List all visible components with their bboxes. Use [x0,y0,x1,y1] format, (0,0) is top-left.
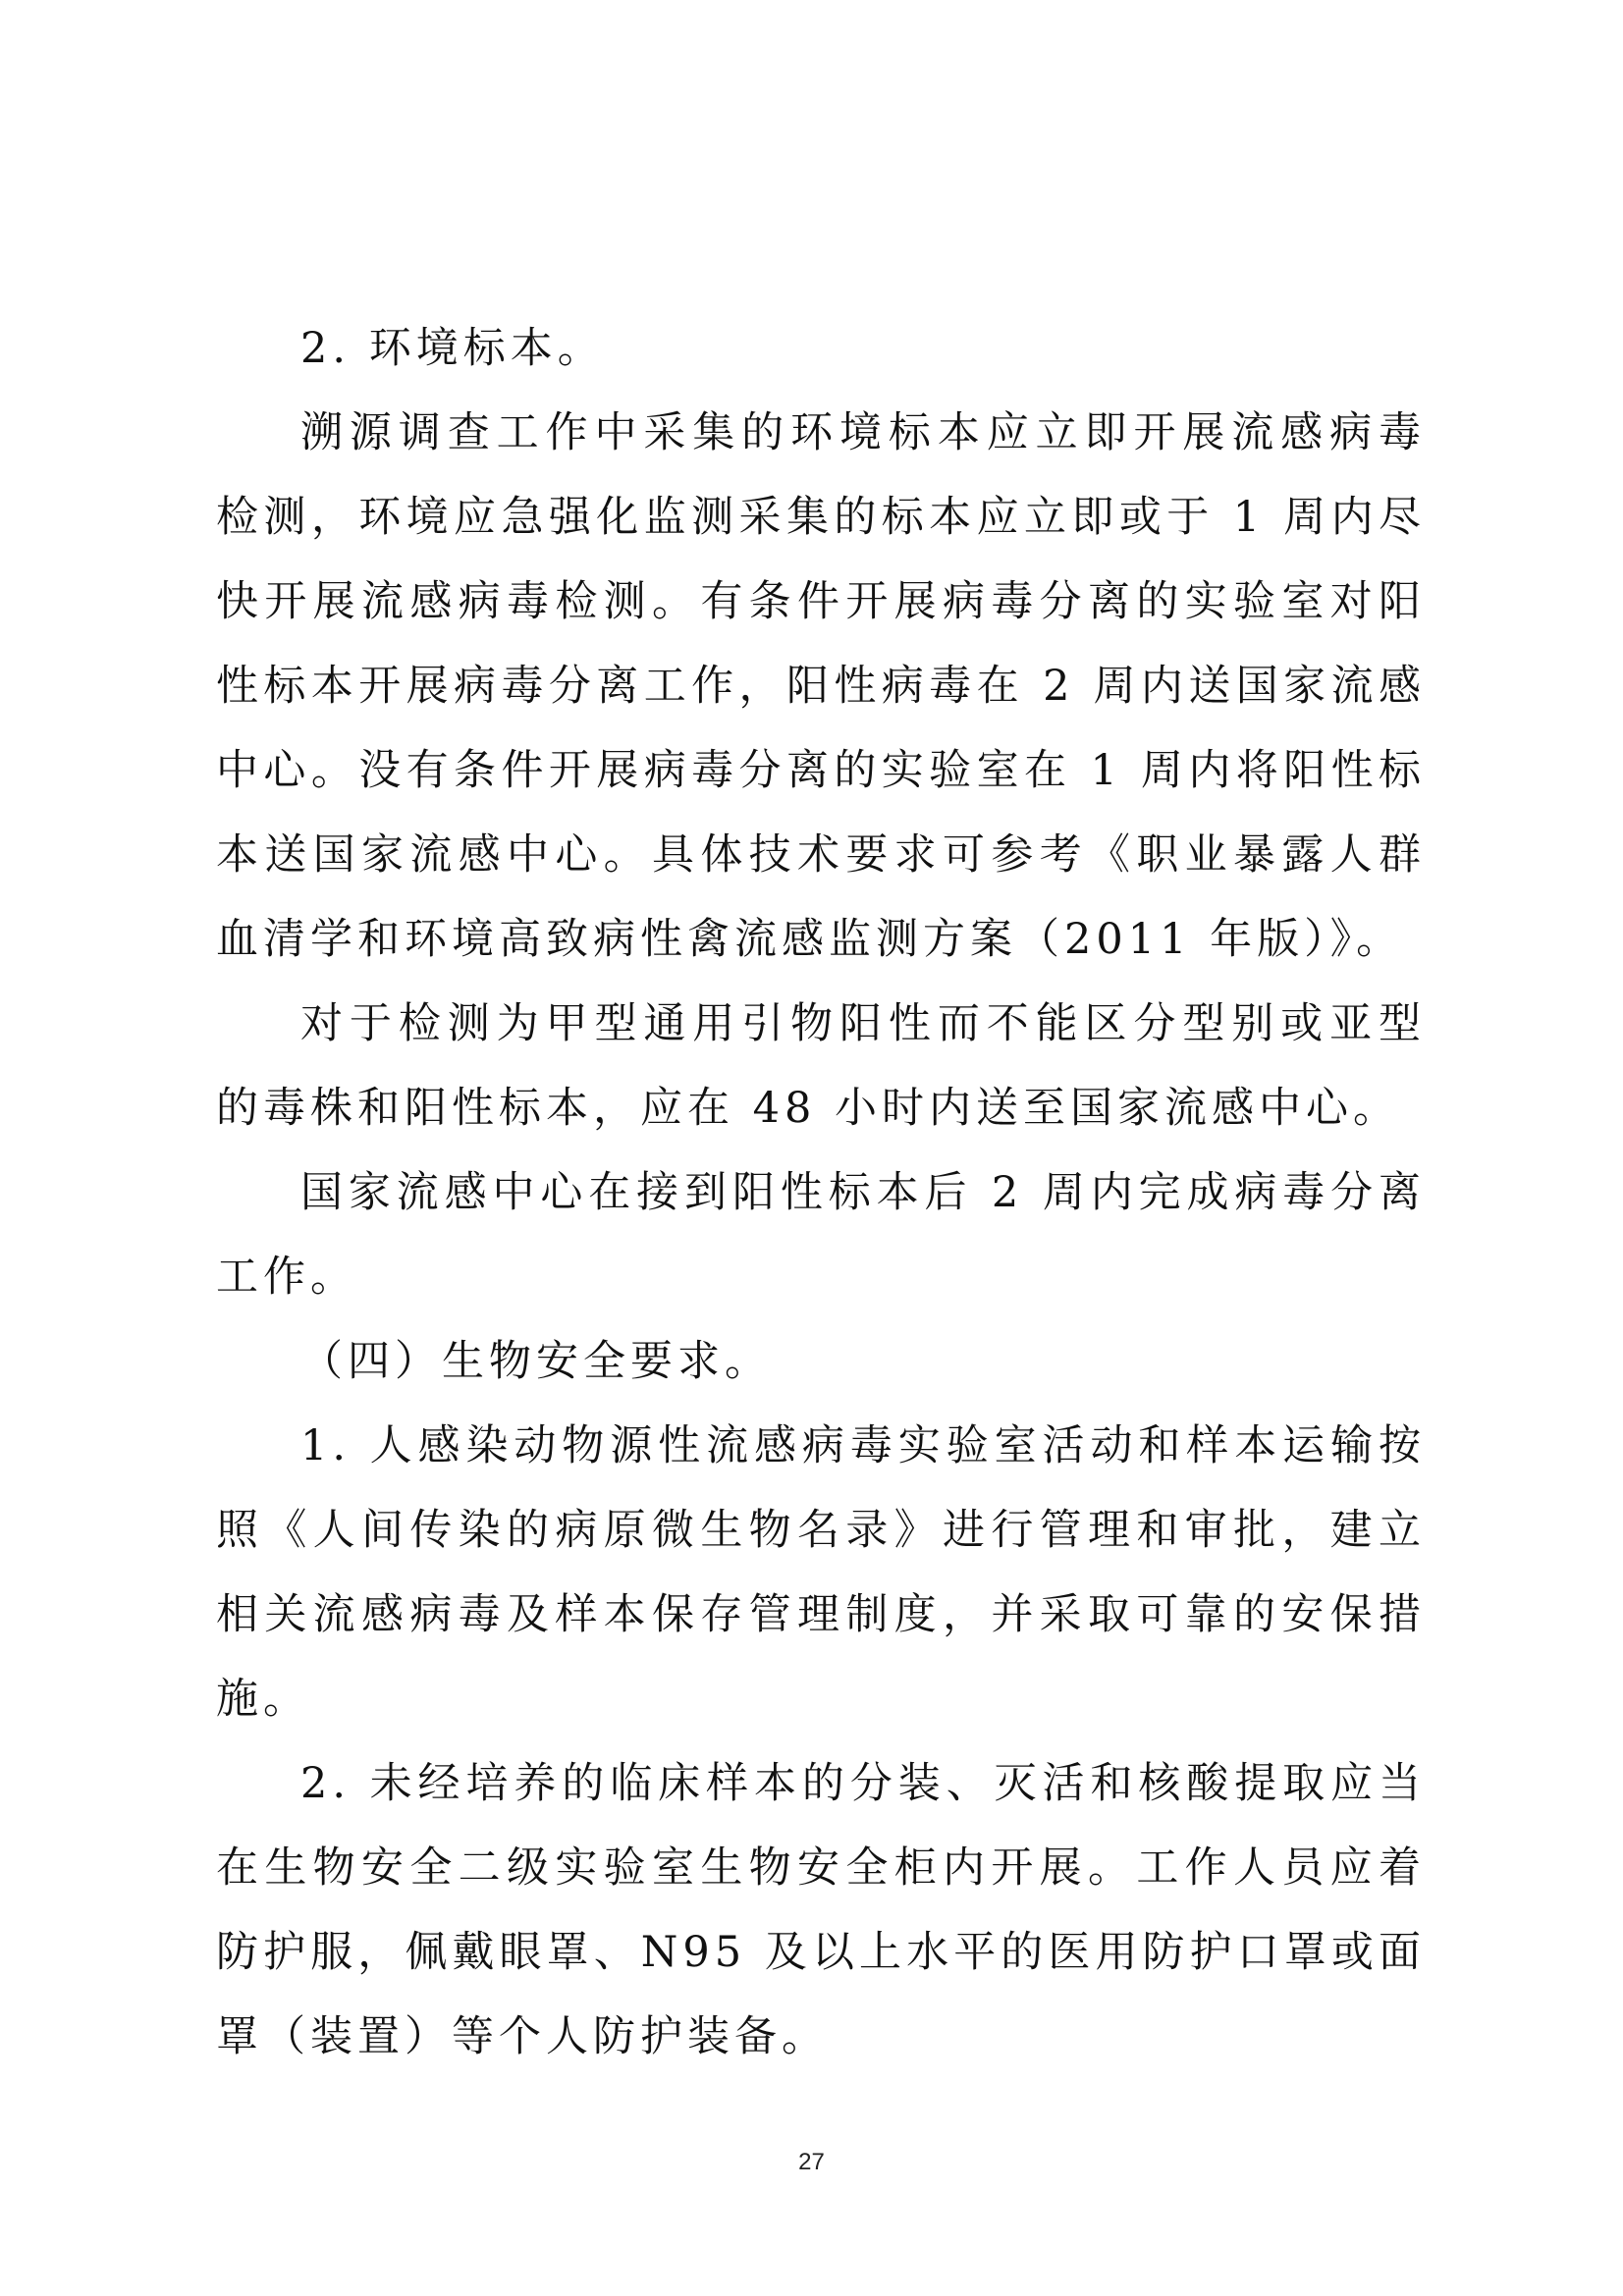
paragraph-national-influenza-center: 国家流感中心在接到阳性标本后 2 周内完成病毒分离工作。 [216,1168,1426,1302]
page-number: 27 [798,2149,825,2175]
document-body [216,306,1426,2079]
paragraph-type-a-positive-strains: 对于检测为甲型通用引物阳性而不能区分型别或亚型的毒株和阳性标本，应在 48 小时内送至国家流感中心。 [216,999,1426,1133]
paragraph-biosafety-item-2: 2. 未经培养的临床样本的分装、灭活和核酸提取应当在生物安全二级实验室生物安全柜内开展。工作人员应着防护服，佩戴眼罩、N95 及以上水平的医用防护口罩或面罩（装置）等个人防护装备。 [216,1759,1426,2061]
section-subheading-environment-specimens: 2. 环境标本。 [300,324,605,373]
paragraph-environment-specimen-testing: 溯源调查工作中采集的环境标本应立即开展流感病毒检测，环境应急强化监测采集的标本应立即或于 1 周内尽快开展流感病毒检测。有条件开展病毒分离的实验室对阳性标本开展病毒分离工作，阳性病毒在 2 周内送国家流感中心。没有条件开展病毒分离的实验室在 1 周内将阳性标本送国家流感中心。具体技术要求可参考《职业暴露人群血清学和环境高致病性禽流感监测方案（2011 年版）》。 [216,408,1426,964]
section-heading-biosafety: （四）生物安全要求。 [300,1337,772,1386]
paragraph-biosafety-item-1: 1. 人感染动物源性流感病毒实验室活动和样本运输按照《人间传染的病原微生物名录》进行管理和审批，建立相关流感病毒及样本保存管理制度，并采取可靠的安保措施。 [216,1421,1426,1724]
